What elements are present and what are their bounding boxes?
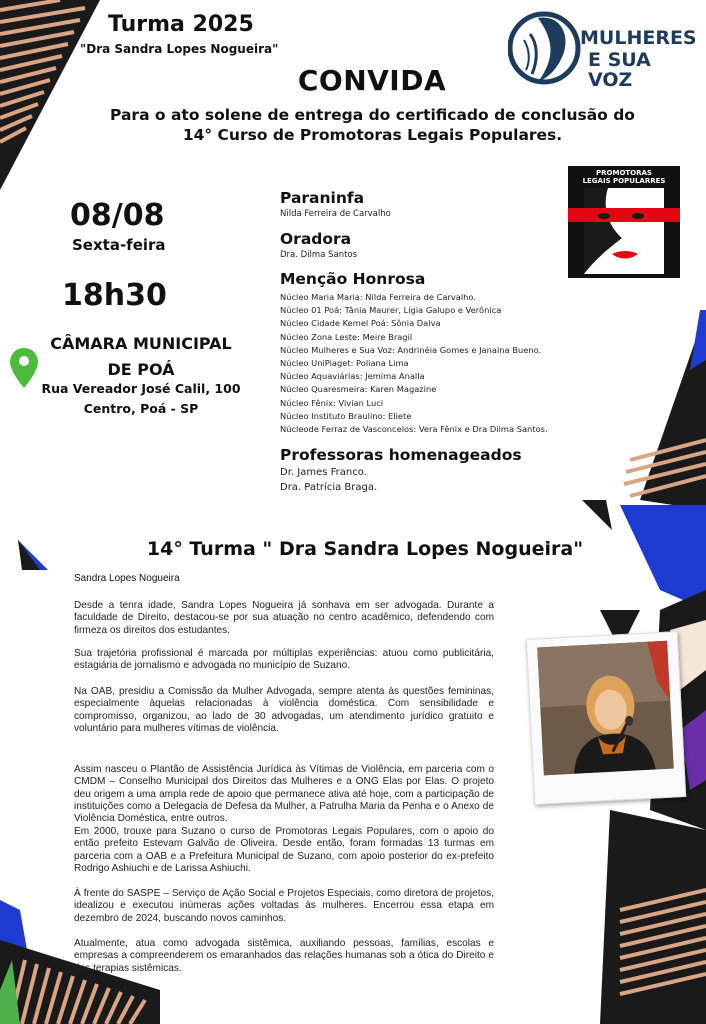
convida-heading: CONVIDA: [297, 64, 447, 97]
oradora-name: Dra. Dilma Santos: [280, 250, 358, 260]
list-item: Núcleo Mulheres e Sua Voz: Andrinéia Gomes e Janaina Bueno.: [280, 344, 542, 355]
professora-2: Dra. Patrícia Braga.: [280, 482, 378, 493]
invitation-line-2: 14° Curso de Promotoras Legais Populares.: [182, 126, 563, 144]
address-line-1: Rua Vereador José Calil, 100: [41, 381, 241, 396]
blindfolded-face-icon: [568, 166, 680, 278]
photo-frame: [526, 631, 686, 805]
paraninfa-name: Nilda Ferreira de Carvalho: [280, 209, 391, 219]
venue-name-line-1: CÂMARA MUNICIPAL: [50, 334, 232, 353]
left-triangle-deco: [18, 540, 48, 570]
oradora-heading: Oradora: [280, 230, 352, 248]
venue-name-line-2: DE POÁ: [107, 360, 175, 379]
invitation-line-1: Para o ato solene de entrega do certificado de conclusão do: [110, 106, 635, 124]
bio-name: Sandra Lopes Nogueira: [74, 573, 180, 584]
mencao-honrosa-heading: Menção Honrosa: [280, 270, 426, 288]
right-triangle-deco: [582, 500, 612, 530]
list-item: Núcleo UniPiaget: Poliana Lima: [280, 358, 409, 369]
list-item: Núcleo Fênix: Vivian Luci: [280, 397, 384, 408]
mulheres-e-sua-voz-logo: [508, 4, 698, 96]
event-weekday: Sexta-feira: [72, 236, 166, 254]
bio-paragraph-3: Na OAB, presidiu a Comissão da Mulher Advogada, sempre atenta às questões femininas, especialmente àquelas relacionadas à violência doméstica. Com sensibilidade e compromisso, organizou, ao lado de 30 advogadas, um atendimento jurídico gratuito e voluntário para mulheres vítimas de violência.: [74, 686, 494, 734]
turma-heading: 14° Turma " Dra Sandra Lopes Nogueira": [146, 538, 584, 560]
bio-paragraph-5: Em 2000, trouxe para Suzano o curso de Promotoras Legais Populares, com o apoio do então prefeito Estevam Galvão de Oliveira. Desde então, foram formadas 13 turmas em parceria com a OAB e a Prefeitura Municipal de Suzano, com apoio posterior do ex-prefeito Rodrigo Ashiuchi e de Larissa Ashiuchi.: [74, 826, 494, 874]
location-pin-icon: [10, 348, 38, 388]
list-item: Núcleo Cidade Kemel Poá: Sônia Dalva: [280, 318, 441, 329]
list-item: Núcleo Aquaviárias: Jemima Analla: [280, 371, 425, 382]
woman-profile-icon: [508, 4, 588, 96]
event-time: 18h30: [62, 278, 167, 313]
address-line-2: Centro, Poá - SP: [83, 401, 199, 416]
honoree-photo: [537, 641, 674, 776]
bio-paragraph-2: Sua trajetória profissional é marcada por múltiplas experiências: atuou como publicitária, estagiária de jornalismo e advogada no município de Suzano.: [74, 648, 494, 672]
event-date: 08/08: [70, 198, 165, 233]
list-item: Núcleo Quaresmeira: Karen Magazine: [280, 384, 437, 395]
mencao-honrosa-list: [280, 291, 548, 436]
bio-paragraph-6: À frente do SASPE – Serviço de Ação Social e Projetos Especiais, como diretora de projetos, idealizou e executou inúmeras ações voltadas às mulheres. Encerrou essa etapa em dezembro de 2024, buscando novos caminhos.: [74, 888, 494, 924]
bio-paragraph-7: Atualmente, atua como advogada sistêmica, auxiliando pessoas, famílias, escolas e empresas a compreenderem os emaranhados das relações humanas sob a ótica do Direito e das terapias sistêmicas.: [74, 938, 494, 974]
list-item: Núcleode Ferraz de Vasconcelos: Vera Fênix e Dra Dilma Santos.: [280, 424, 548, 435]
bio-paragraph-4: Assim nasceu o Plantão de Assistência Jurídica às Vítimas de Violência, em parceria com o CMDM – Conselho Municipal dos Direitos das Mulheres e a ONG Elas por Elas. O projeto deu origem a uma ampla rede de apoio que permanece ativa até hoje, com a participação de instituições como a Delegacia de Defesa da Mulher, a Patrulha Maria da Penha e o Anexo de Violência Doméstica, entre outros.: [74, 764, 494, 825]
header-title: Turma 2025: [108, 12, 254, 37]
bio-paragraph-1: Desde a tenra idade, Sandra Lopes Nogueira já sonhava em ser advogada. Durante a faculdade de Direito, destacou-se por sua atuação no centro acadêmico, defendendo com firmeza os direitos dos estudantes.: [74, 600, 494, 636]
badge-title-line-2: LEGAIS POPULARRES: [582, 177, 666, 185]
logo-text-line-2: E SUA VOZ: [588, 49, 651, 91]
list-item: Núcleo 01 Poá: Tânia Maurer, Lígia Galupo e Verônica: [280, 305, 502, 316]
list-item: Núcleo Maria Maria: Nilda Ferreira de Carvalho.: [280, 292, 476, 302]
professora-1: Dr. James Franco.: [280, 467, 367, 478]
list-item: Núcleo Zona Leste: Meire Bragil: [280, 331, 413, 342]
logo-text-line-1: MULHERES: [580, 27, 697, 49]
header-subtitle: "Dra Sandra Lopes Nogueira": [80, 42, 279, 56]
promotoras-legais-badge: [568, 166, 680, 278]
paraninfa-heading: Paraninfa: [280, 189, 365, 207]
list-item: Núcleo Instituto Braulino: Eliete: [280, 410, 412, 421]
badge-title-line-1: PROMOTORAS: [596, 169, 652, 177]
professoras-heading: Professoras homenageados: [280, 446, 522, 464]
